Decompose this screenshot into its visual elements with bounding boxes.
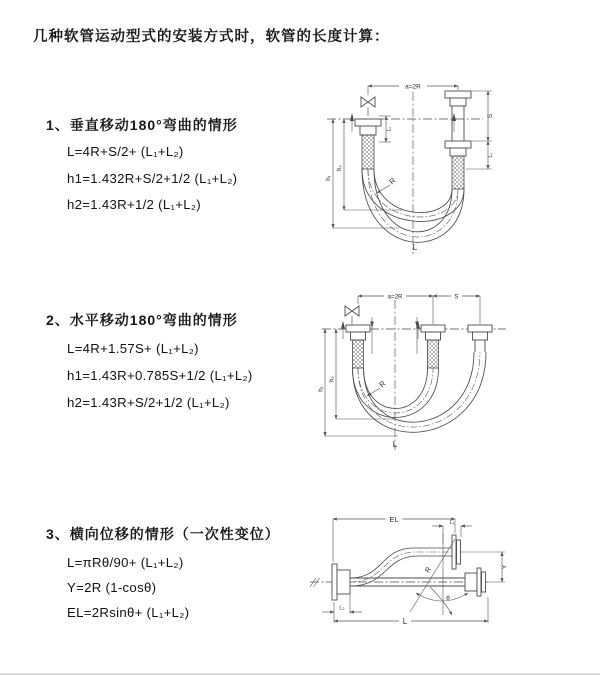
section-2-heading: 2、水平移动180°弯曲的情形 — [46, 312, 238, 328]
formula-line: h1=1.43R+0.785S+1/2 (L₁+L₂) — [67, 368, 253, 383]
valve-icon — [345, 306, 359, 316]
fitting-length-marks — [370, 317, 419, 354]
dim-label-h2: h₂ — [329, 376, 336, 382]
braided-hose-section — [353, 340, 364, 368]
right-fitting — [445, 91, 471, 189]
page-title: 几种软管运动型式的安装方式时，软管的长度计算： — [33, 29, 390, 45]
dim-label-s: S — [454, 293, 459, 301]
section-3-formulas — [67, 550, 189, 625]
section-3-heading: 3、横向位移的情形（一次性变位） — [46, 526, 280, 542]
section-2-formulas — [67, 335, 253, 416]
formula-line: L=πRθ/90+ (L₁+L₂) — [67, 555, 184, 570]
hose-u-bend — [353, 352, 487, 432]
section-1-formulas — [67, 139, 237, 219]
dim-label-a2r: a=2R — [405, 83, 421, 91]
middle-fitting — [421, 325, 445, 368]
figure-horizontal-180-bend — [310, 284, 515, 454]
dim-label-l1: L₁ — [386, 126, 393, 132]
dim-label-l: L — [392, 440, 398, 449]
pipe-break-mark — [310, 578, 320, 587]
dim-label-s: S — [487, 113, 494, 119]
formula-line: EL=2Rsinθ+ (L₁+L₂) — [67, 605, 190, 620]
left-fitting — [346, 325, 370, 368]
dim-label-l2: L₂ — [488, 152, 494, 158]
formula-line: L=4R+1.57S+ (L₁+L₂) — [67, 341, 199, 356]
dim-label-h1: h₁ — [318, 386, 325, 392]
formula-line: h2=1.43R+1/2 (L₁+L₂) — [67, 197, 201, 212]
figure-lateral-displacement — [302, 509, 517, 639]
dim-label-theta: θ — [446, 595, 450, 602]
dimension-s — [433, 293, 480, 301]
right-fitting — [468, 325, 492, 352]
dim-label-r: R — [387, 175, 398, 187]
dim-label-h2: h₂ — [337, 165, 343, 171]
left-fitting — [355, 119, 381, 169]
section-1-heading: 1、垂直移动180°弯曲的情形 — [46, 117, 238, 133]
dim-label-r: R — [377, 378, 388, 390]
dim-label-r: R — [424, 566, 434, 575]
centerlines — [322, 300, 506, 450]
dim-label-l1: L₁ — [449, 520, 455, 526]
valve-icon — [361, 97, 375, 107]
dimension-l — [334, 597, 488, 626]
braided-hose-section — [362, 135, 374, 169]
formula-line: h1=1.432R+S/2+1/2 (L₁+L₂) — [67, 170, 238, 186]
dim-label-l: L — [402, 617, 408, 626]
dim-label-el: EL — [389, 515, 399, 524]
dim-label-l2: L₂ — [339, 605, 345, 612]
braided-hose-section — [428, 340, 439, 368]
dim-label-h1: h₁ — [326, 175, 332, 181]
radius-callout — [377, 176, 398, 193]
dimension-l2 — [488, 141, 494, 169]
dim-label-y: Y — [501, 564, 509, 570]
dimension-l2 — [322, 591, 362, 614]
braided-hose-section — [452, 156, 464, 189]
figure-vertical-180-bend — [311, 76, 516, 261]
formula-line: L=4R+S/2+ (L₁+L₂) — [67, 144, 184, 159]
formula-line: h2=1.43R+S/2+1/2 (L₁+L₂) — [67, 395, 230, 410]
dim-label-l: L — [412, 243, 418, 252]
dimension-el — [333, 515, 455, 562]
left-fitting — [332, 564, 350, 600]
formula-line: Y=2R (1-cosθ) — [67, 580, 157, 595]
dim-label-a2r: a=2R — [387, 293, 403, 301]
